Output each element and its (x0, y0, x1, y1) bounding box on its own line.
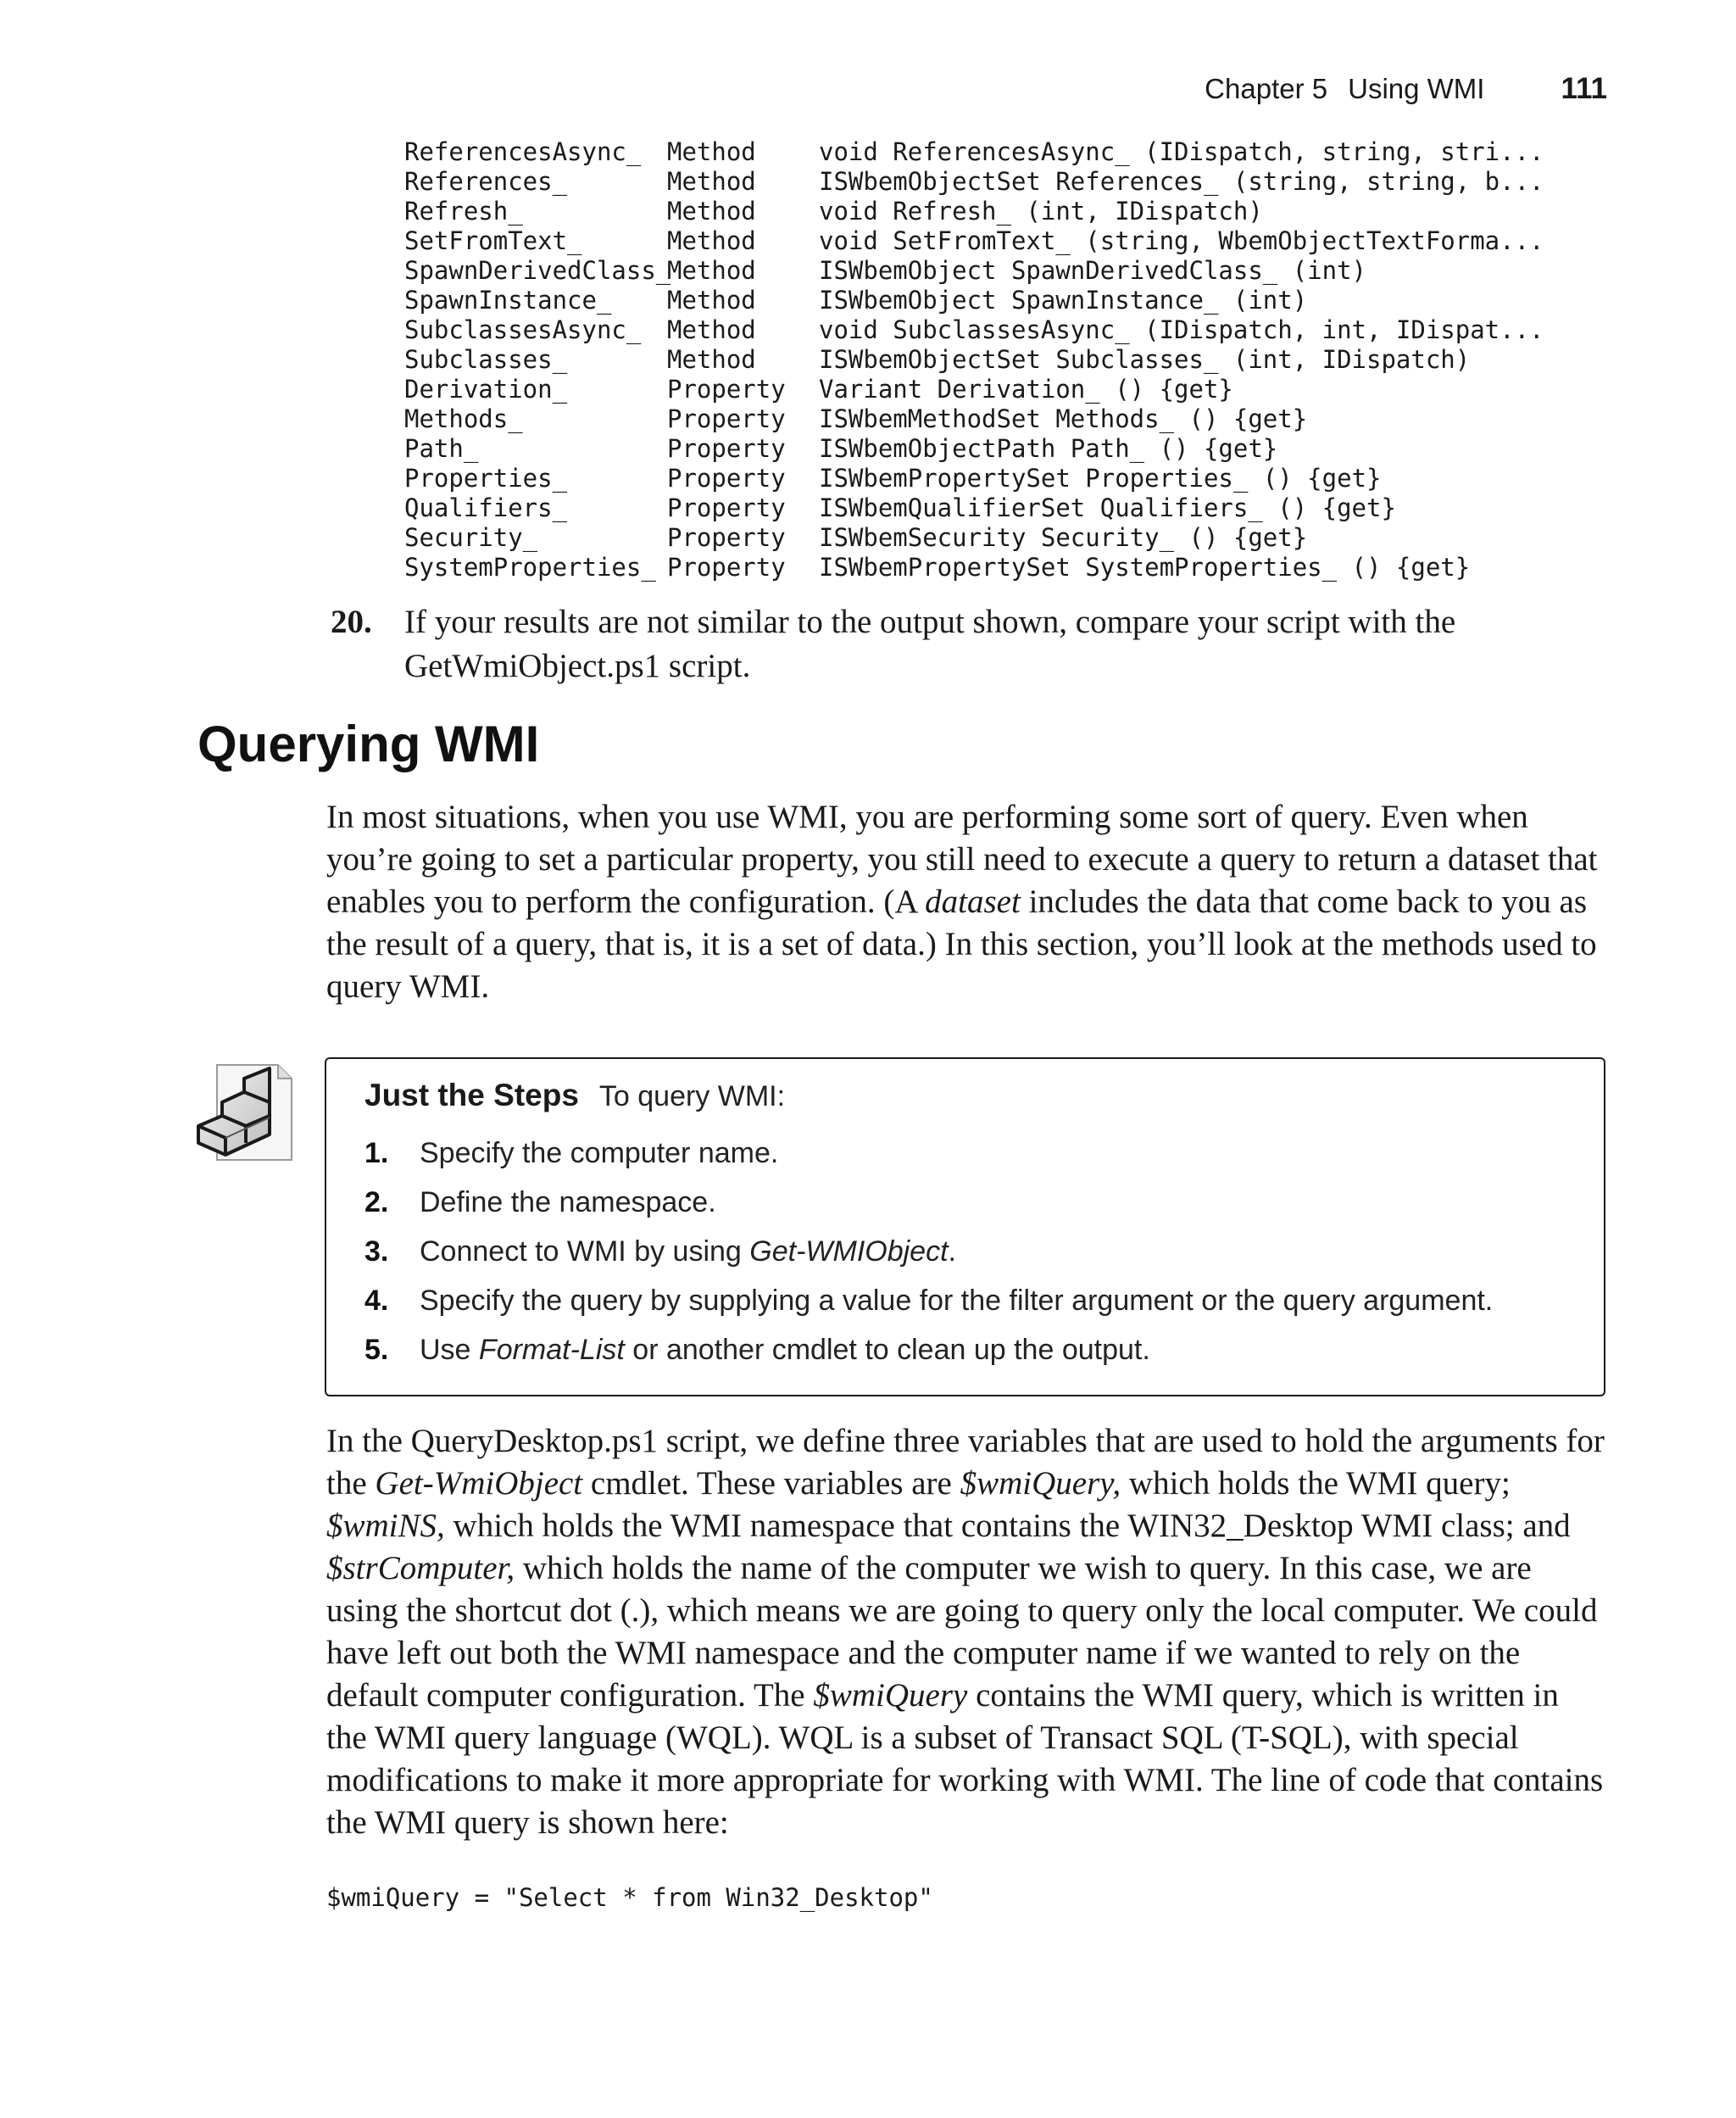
step-row (364, 1129, 1585, 1178)
member-name: Qualifiers_ (404, 493, 568, 522)
code-listing-row (404, 464, 1633, 493)
step-number: 2. (364, 1186, 389, 1218)
member-definition: ISWbemObject SpawnDerivedClass_ (int) (819, 256, 1367, 285)
chapter-title: Using WMI (1348, 73, 1485, 104)
code-listing-row (404, 404, 1633, 434)
page-header (1205, 68, 1607, 110)
member-name: ReferencesAsync_ (404, 137, 642, 166)
step-text: If your results are not similar to the output shown, compare your script with the GetWmiObject.ps1 script. (404, 604, 1456, 684)
step-number: 4. (364, 1285, 389, 1317)
stairs-icon (193, 1060, 295, 1162)
variable-name: $strComputer, (326, 1550, 515, 1586)
step-number: 1. (364, 1137, 389, 1169)
member-type: Method (667, 167, 756, 196)
step-row (364, 1178, 1585, 1227)
member-type: Method (667, 286, 756, 315)
code-listing-row (404, 434, 1633, 464)
member-type: Method (667, 197, 756, 226)
member-name: Methods_ (404, 404, 523, 433)
member-name: SubclassesAsync_ (404, 315, 642, 344)
steps-intro: To query WMI: (598, 1080, 786, 1112)
member-definition: void ReferencesAsync_ (IDispatch, string, stri... (819, 137, 1544, 166)
member-type: Method (667, 137, 756, 166)
text-run: includes the data that come back to you as the result of a query, that is, it is a set of data.) In this section, you’ll look at the methods used to query WMI. (326, 883, 1597, 1005)
text-run: or another cmdlet to clean up the output. (624, 1334, 1150, 1366)
step-number: 20. (331, 604, 372, 640)
step-row (364, 1325, 1585, 1374)
page-number: 111 (1561, 72, 1607, 105)
member-name: SystemProperties_ (404, 553, 656, 582)
member-name: Subclasses_ (404, 345, 568, 374)
just-the-steps-box (325, 1057, 1605, 1396)
text-run: Specify the computer name. (420, 1137, 779, 1169)
member-name: SpawnInstance_ (404, 286, 612, 315)
member-name: Properties_ (404, 464, 568, 493)
member-definition: ISWbemMethodSet Methods_ () {get} (819, 404, 1308, 433)
step-row (364, 1227, 1585, 1276)
member-type: Property (667, 404, 786, 433)
command-name: Get-WMIObject (749, 1235, 949, 1268)
member-type: Property (667, 434, 786, 463)
member-definition: void Refresh_ (int, IDispatch) (819, 197, 1263, 226)
code-listing-row (404, 286, 1633, 315)
step-text (420, 1276, 1493, 1325)
step-text (420, 1325, 1150, 1374)
code-listing-row (404, 523, 1633, 553)
variable-name: $wmiNS, (326, 1508, 445, 1544)
member-definition: ISWbemObjectSet References_ (string, string, b... (819, 167, 1544, 196)
member-type: Property (667, 493, 786, 522)
text-run: which holds the WMI query; (1121, 1465, 1511, 1502)
member-type: Method (667, 226, 756, 255)
member-name: SetFromText_ (404, 226, 582, 255)
intro-paragraph (326, 796, 1606, 1008)
step-text (420, 1178, 716, 1227)
member-type: Property (667, 523, 786, 552)
text-run: Connect to WMI by using (420, 1235, 750, 1268)
code-listing-row (404, 256, 1633, 286)
command-name: Format-List (478, 1334, 625, 1366)
step-text (420, 1227, 956, 1276)
cmdlet-name: Get-WmiObject (375, 1465, 583, 1502)
member-definition: ISWbemQualifierSet Qualifiers_ () {get} (819, 493, 1396, 522)
step-row (364, 1276, 1585, 1325)
member-name: Path_ (404, 434, 479, 463)
member-type: Property (667, 464, 786, 493)
text-run: Specify the query by supplying a value for the filter argument or the query argument. (420, 1285, 1494, 1317)
member-definition: ISWbemSecurity Security_ () {get} (819, 523, 1308, 552)
body-paragraph (326, 1420, 1606, 1844)
text-run: Define the namespace. (420, 1186, 716, 1218)
text-run: which holds the name of the computer we wish to query. In this case, we are using the shortcut dot (.), which means we are going to query only the local computer. We could have left out both the WMI namespace and the computer name if we wanted to rely on the default computer configuration. The (326, 1550, 1598, 1714)
code-listing-row (404, 137, 1633, 167)
member-definition: ISWbemPropertySet Properties_ () {get} (819, 464, 1382, 493)
member-definition: Variant Derivation_ () {get} (819, 375, 1233, 404)
text-run: Use (420, 1334, 479, 1366)
step-text (420, 1129, 778, 1178)
steps-label: Just the Steps (364, 1078, 579, 1112)
code-listing (404, 137, 1633, 582)
code-listing-row (404, 167, 1633, 197)
member-type: Property (667, 375, 786, 404)
step-number: 3. (364, 1235, 389, 1268)
member-type: Method (667, 315, 756, 344)
text-run: In most situations, when you use WMI, you are performing some sort of query. Even when you’re going to set a particular property, you still need to execute a query to return a dataset that enables you to perform the configuration. (A (326, 799, 1598, 920)
text-run: which holds the WMI namespace that contains the WIN32_Desktop WMI class; and (444, 1508, 1571, 1544)
chapter-label: Chapter 5 (1205, 73, 1328, 104)
term-dataset: dataset (925, 883, 1021, 920)
code-listing-row (404, 197, 1633, 226)
steps-title (364, 1078, 785, 1113)
text-run: . (948, 1235, 956, 1268)
member-definition: ISWbemObject SpawnInstance_ (int) (819, 286, 1308, 315)
member-definition: void SetFromText_ (string, WbemObjectTextForma... (819, 226, 1544, 255)
text-run: In the QueryDesktop.ps1 script, we define three variables that are used to hold the arguments for the (326, 1423, 1605, 1502)
member-type: Property (667, 553, 786, 582)
step-number: 5. (364, 1334, 389, 1366)
member-definition: ISWbemObjectSet Subclasses_ (int, IDispatch) (819, 345, 1471, 374)
code-listing-row (404, 493, 1633, 523)
member-name: Refresh_ (404, 197, 523, 226)
text-run: contains the WMI query, which is written in the WMI query language (WQL). WQL is a subset of Transact SQL (T-SQL), with special modifications to make it more appropriate for working with WMI. The line of code that contains the WMI query is shown here: (326, 1677, 1604, 1841)
steps-list (364, 1129, 1585, 1374)
section-heading: Querying WMI (198, 716, 540, 772)
variable-name: $wmiQuery, (960, 1465, 1121, 1502)
member-type: Method (667, 256, 756, 285)
member-definition: ISWbemPropertySet SystemProperties_ () {get} (819, 553, 1471, 582)
code-listing-row (404, 375, 1633, 404)
member-name: SpawnDerivedClass_ (404, 256, 671, 285)
code-listing-row (404, 226, 1633, 256)
member-definition: ISWbemObjectPath Path_ () {get} (819, 434, 1278, 463)
member-type: Method (667, 345, 756, 374)
member-definition: void SubclassesAsync_ (IDispatch, int, IDispat... (819, 315, 1544, 344)
code-listing-row (404, 345, 1633, 375)
text-run: cmdlet. These variables are (582, 1465, 960, 1502)
member-name: Security_ (404, 523, 538, 552)
member-name: References_ (404, 167, 568, 196)
code-listing-row (404, 553, 1633, 582)
variable-name: $wmiQuery (813, 1677, 968, 1714)
code-line: $wmiQuery = "Select * from Win32_Desktop" (326, 1883, 933, 1912)
member-name: Derivation_ (404, 375, 568, 404)
code-listing-row (404, 315, 1633, 345)
